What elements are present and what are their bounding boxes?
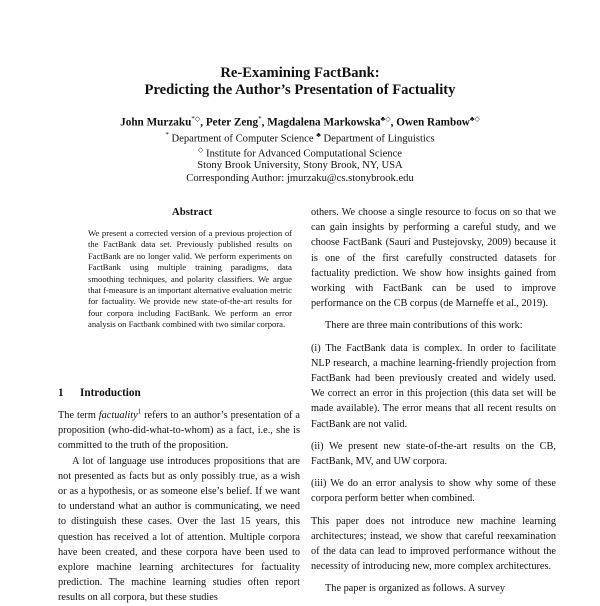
body-paragraph: others. We choose a single resource to focus on so that we can gain insights by performing a careful study, and we choose FactBank (Saurí and Pustejovsky, 2009) because it is one of the first carefully constructed datasets for factuality prediction. We show how insights gained from working with FactBank can be used to improve performance on the CB corpus (de Marneffe et al., 2019). bbox=[311, 207, 556, 310]
author-marks: * bbox=[258, 115, 262, 123]
right-column-body bbox=[311, 205, 556, 597]
emphasized-term: factuality bbox=[98, 410, 138, 421]
body-paragraph: There are three main contributions of this work: bbox=[325, 320, 523, 332]
paper-title-line-1: Re-Examining FactBank: bbox=[220, 65, 380, 81]
affiliation-mark: ◇ bbox=[198, 146, 204, 154]
intro-paragraph-1 bbox=[58, 408, 300, 454]
body-text: refers to an author’s presentation of a proposition (who-did-what-to-whom) as a fact, i.e., she is committed to the truth of the proposition. bbox=[58, 410, 300, 452]
affiliation-text: Department of Computer Science bbox=[168, 133, 317, 145]
author-marks: ♣◇ bbox=[469, 115, 480, 123]
body-paragraph: The paper is organized as follows. A survey bbox=[325, 583, 505, 595]
corresponding-author: Corresponding Author: jmurzaku@cs.stonybrook.edu bbox=[186, 173, 414, 184]
author-marks: ♣◇ bbox=[380, 115, 391, 123]
body-text: The term bbox=[58, 410, 99, 421]
author-list: John Murzaku*◇, Peter Zeng*, Magdalena Markowska♣◇, Owen Rambow♣◇ bbox=[120, 115, 480, 129]
affiliation-text: Department of Linguistics bbox=[320, 133, 435, 145]
paper-title-line-2: Predicting the Author’s Presentation of Factuality bbox=[144, 82, 456, 98]
intro-paragraph-2: A lot of language use introduces propositions that are not presented as facts but as only possibly true, as a wish or as a hypothesis, or as someone else’s belief. If we want to understand what an author is communicating, we need to distinguish these cases. Over the last 15 years, this question has received a lot of attention. Multiple corpora have been created, and these corpora have been used to explore machine learning architectures for factuality prediction. The machine learning studies often report results on all corpora, but these studies bbox=[58, 455, 300, 604]
author-marks: *◇ bbox=[191, 115, 201, 123]
affiliation-text: Institute for Advanced Computational Science bbox=[203, 148, 402, 160]
contribution-item: (ii) We present new state-of-the-art results on the CB, FactBank, MV, and UW corpora. bbox=[311, 440, 556, 468]
abstract-text: We present a corrected version of a previous projection of the FactBank data set. Previously published results on FactBank are no longer valid. We perform experiments on FactBank using multiple training paradigms, data smoothing techniques, and polarity classifiers. We argue that f-measure is an important alternative evaluation metric for factuality. We provide new state-of-the-art results for four corpora including FactBank. We perform an error analysis on Factbank combined with two similar corpora. bbox=[88, 228, 292, 330]
affiliation-mark: ♣ bbox=[316, 131, 321, 139]
section-heading bbox=[58, 387, 141, 399]
contribution-item: (i) The FactBank data is complex. In order to facilitate NLP research, a machine learning-friendly projection from FactBank had been previously created and widely used. We correct an error in this projection (this data set will be made available). The error means that all recent results on FactBank are not valid. bbox=[311, 342, 556, 430]
author-name: Owen Rambow bbox=[396, 116, 470, 129]
affiliation-university: Stony Brook University, Stony Brook, NY, USA bbox=[197, 160, 403, 171]
author-name: Peter Zeng bbox=[205, 116, 259, 129]
body-paragraph: This paper does not introduce new machine learning architectures; instead, we show that careful reexamination of the data can lead to improved performance without the necessity of introducing new, more complex architectures. bbox=[311, 515, 556, 573]
author-name: Magdalena Markowska bbox=[267, 116, 381, 129]
section-title: Introduction bbox=[80, 387, 141, 399]
abstract-heading: Abstract bbox=[171, 206, 213, 218]
left-column-body bbox=[58, 408, 300, 606]
author-name: John Murzaku bbox=[120, 116, 192, 129]
footnote-marker: 1 bbox=[137, 407, 142, 416]
section-number: 1 bbox=[58, 387, 64, 399]
contribution-item: (iii) We do an error analysis to show why some of these corpora perform better when combined. bbox=[311, 478, 556, 505]
affiliation-mark: * bbox=[165, 131, 169, 139]
